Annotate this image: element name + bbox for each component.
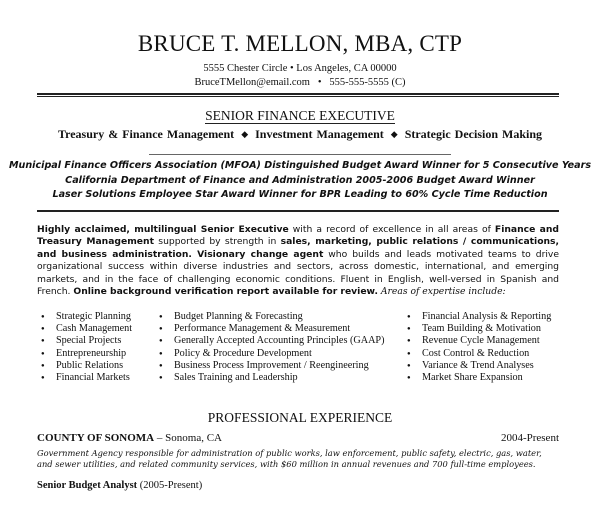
expertise-intro: Areas of expertise include: xyxy=(377,286,506,298)
specialty-item: Strategic Decision Making xyxy=(404,127,543,141)
awards-divider xyxy=(149,154,451,155)
awards-block xyxy=(0,159,600,203)
job-header xyxy=(37,432,559,444)
summary-text: with a record of excellence in all areas of xyxy=(288,224,495,235)
diamond-icon: ◆ xyxy=(241,129,249,139)
award-line: Municipal Finance Officers Association (MFOA) Distinguished Budget Award Winner for 5 Consecutive Years xyxy=(8,160,592,171)
summary-paragraph xyxy=(37,224,559,298)
expertise-item: ● Sales Training and Leadership xyxy=(159,372,384,384)
expertise-item: ● Variance & Trend Analyses xyxy=(407,360,551,372)
header-rule-thick xyxy=(37,93,559,95)
expertise-item: ● Performance Management & Measurement xyxy=(159,323,384,335)
headline xyxy=(0,108,600,124)
employer-location: – Sonoma, CA xyxy=(154,432,222,444)
header-rule-thin xyxy=(37,96,559,97)
expertise-item: ● Market Share Expansion xyxy=(407,372,551,384)
job-dates: 2004-Present xyxy=(500,432,559,444)
specialties-line xyxy=(0,127,600,142)
summary-rule xyxy=(37,210,559,212)
expertise-item: ● Business Process Improvement / Reengineering xyxy=(159,360,384,372)
expertise-item: ● Budget Planning & Forecasting xyxy=(159,311,384,323)
summary-bold: sales, marketing, public relations / communications, and business administration. Visionary change agent xyxy=(37,236,560,260)
expertise-item: ● Generally Accepted Accounting Principles (GAAP) xyxy=(159,335,384,347)
award-line: Laser Solutions Employee Star Award Winner for BPR Leading to 60% Cycle Time Reduction xyxy=(52,189,548,200)
expertise-item: ● Financial Analysis & Reporting xyxy=(407,311,551,323)
expertise-item: ● Cost Control & Reduction xyxy=(407,348,551,360)
expertise-item: ● Strategic Planning xyxy=(41,311,132,323)
expertise-column-1 xyxy=(41,311,132,384)
expertise-item: ● Special Projects xyxy=(41,335,132,347)
candidate-name: BRUCE T. MELLON, MBA, CTP xyxy=(137,31,463,56)
award-line: California Department of Finance and Administration 2005-2006 Budget Award Winner xyxy=(65,174,535,186)
expertise-item: ● Financial Markets xyxy=(41,372,132,384)
expertise-column-3 xyxy=(407,311,551,384)
expertise-item: ● Cash Management xyxy=(41,323,132,335)
expertise-column-2 xyxy=(159,311,384,384)
expertise-item: ● Public Relations xyxy=(41,360,132,372)
phone-number: 555-555-5555 (C) xyxy=(329,77,406,88)
headline-text: SENIOR FINANCE EXECUTIVE xyxy=(205,108,395,123)
expertise-item: ● Policy & Procedure Development xyxy=(159,348,384,360)
specialty-item: Investment Management xyxy=(255,127,384,141)
experience-heading: PROFESSIONAL EXPERIENCE xyxy=(207,410,393,425)
email-link[interactable]: BruceTMellon@email.com xyxy=(194,77,310,88)
specialty-item: Treasury & Finance Management xyxy=(57,127,235,141)
role-dates: (2005-Present) xyxy=(137,480,203,491)
summary-bold: Highly acclaimed, multilingual Senior Executive xyxy=(37,224,289,235)
role-line xyxy=(37,480,202,491)
summary-text: supported by strength in xyxy=(153,236,281,248)
role-title: Senior Budget Analyst xyxy=(37,480,138,491)
separator-dot: • xyxy=(312,77,327,88)
verification-note: Online background verification report available for review. xyxy=(73,286,378,298)
summary-text: who builds and leads motivated teams to drive organizational success within diverse industries and sectors, across domestic, international, and emerging markets, and in the face of challenging economic conditions. Fluent in English, well-versed in Spanish and French. xyxy=(37,248,559,298)
contact-line xyxy=(0,77,600,88)
diamond-icon: ◆ xyxy=(390,129,398,139)
expertise-item: ● Revenue Cycle Management xyxy=(407,335,551,347)
employer-name: COUNTY OF SONOMA xyxy=(37,432,155,444)
address-line: 5555 Chester Circle • Los Angeles, CA 00000 xyxy=(203,63,397,74)
expertise-item: ● Entrepreneurship xyxy=(41,348,132,360)
employer-description: Government Agency responsible for administration of public works, law enforcement, public safety, electric, gas, water, and sewer utilities, and related community services, with $60 million in annual revenues and 700 full-time employees. xyxy=(37,448,542,470)
expertise-item: ● Team Building & Motivation xyxy=(407,323,551,335)
summary-bold: Finance and Treasury Management xyxy=(37,224,559,248)
